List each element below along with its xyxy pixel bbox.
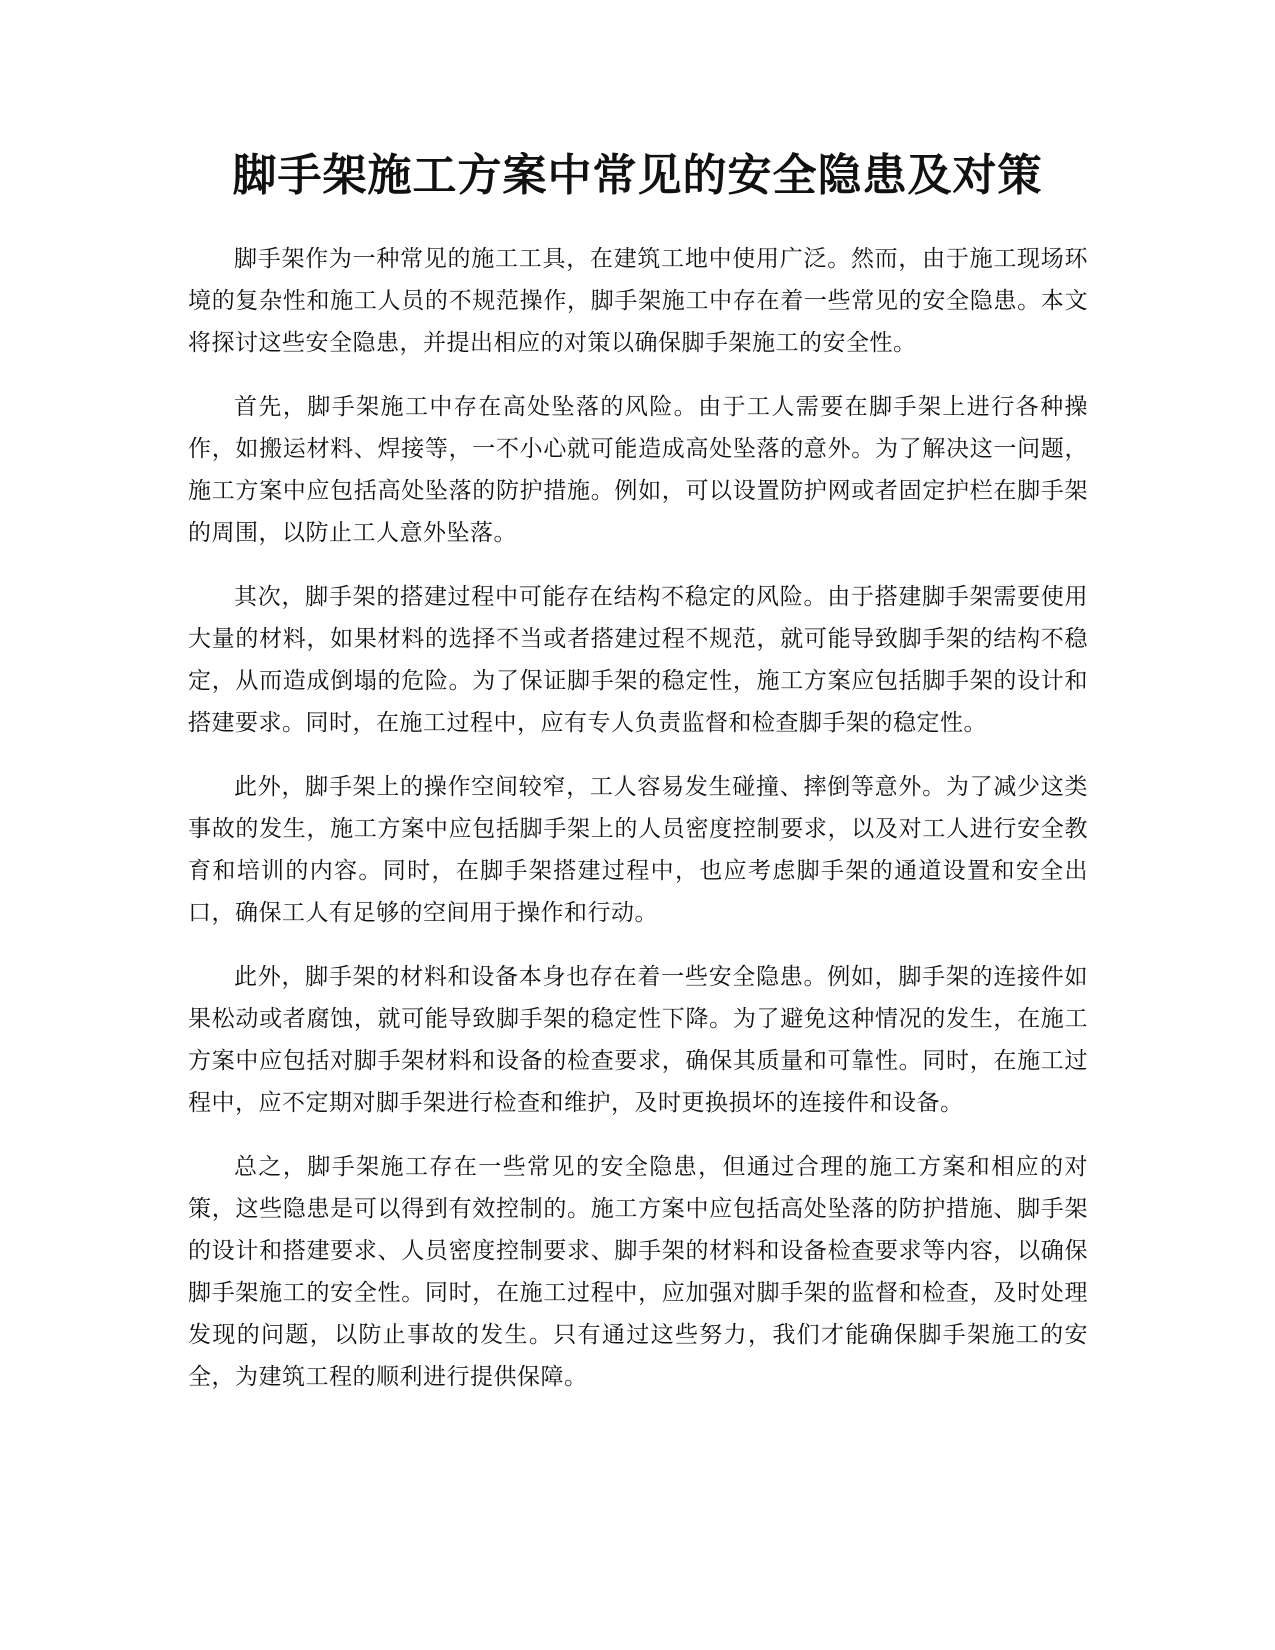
paragraph-workspace-risk: 此外，脚手架上的操作空间较窄，工人容易发生碰撞、摔倒等意外。为了减少这类事故的发生，施工方案中应包括脚手架上的人员密度控制要求，以及对工人进行安全教育和培训的内容。同时，在脚手架搭建过程中，也应考虑脚手架的通道设置和安全出口，确保工人有足够的空间用于操作和行动。	[188, 774, 1088, 926]
paragraph-structure-risk: 其次，脚手架的搭建过程中可能存在结构不稳定的风险。由于搭建脚手架需要使用大量的材料，如果材料的选择不当或者搭建过程不规范，就可能导致脚手架的结构不稳定，从而造成倒塌的危险。为了保证脚手架的稳定性，施工方案应包括脚手架的设计和搭建要求。同时，在施工过程中，应有专人负责监督和检查脚手架的稳定性。	[188, 584, 1088, 736]
document-body	[188, 238, 1088, 1420]
paragraph-conclusion: 总之，脚手架施工存在一些常见的安全隐患，但通过合理的施工方案和相应的对策，这些隐患是可以得到有效控制的。施工方案中应包括高处坠落的防护措施、脚手架的设计和搭建要求、人员密度控制要求、脚手架的材料和设备检查要求等内容，以确保脚手架施工的安全性。同时，在施工过程中，应加强对脚手架的监督和检查，及时处理发现的问题，以防止事故的发生。只有通过这些努力，我们才能确保脚手架施工的安全，为建筑工程的顺利进行提供保障。	[188, 1154, 1088, 1390]
paragraph-material-risk: 此外，脚手架的材料和设备本身也存在着一些安全隐患。例如，脚手架的连接件如果松动或者腐蚀，就可能导致脚手架的稳定性下降。为了避免这种情况的发生，在施工方案中应包括对脚手架材料和设备的检查要求，确保其质量和可靠性。同时，在施工过程中，应不定期对脚手架进行检查和维护，及时更换损坏的连接件和设备。	[188, 964, 1088, 1116]
paragraph-intro: 脚手架作为一种常见的施工工具，在建筑工地中使用广泛。然而，由于施工现场环境的复杂性和施工人员的不规范操作，脚手架施工中存在着一些常见的安全隐患。本文将探讨这些安全隐患，并提出相应的对策以确保脚手架施工的安全性。	[188, 246, 1088, 356]
document-title: 脚手架施工方案中常见的安全隐患及对策	[232, 150, 1043, 201]
paragraph-fall-risk: 首先，脚手架施工中存在高处坠落的风险。由于工人需要在脚手架上进行各种操作，如搬运材料、焊接等，一不小心就可能造成高处坠落的意外。为了解决这一问题，施工方案中应包括高处坠落的防护措施。例如，可以设置防护网或者固定护栏在脚手架的周围，以防止工人意外坠落。	[188, 394, 1088, 546]
